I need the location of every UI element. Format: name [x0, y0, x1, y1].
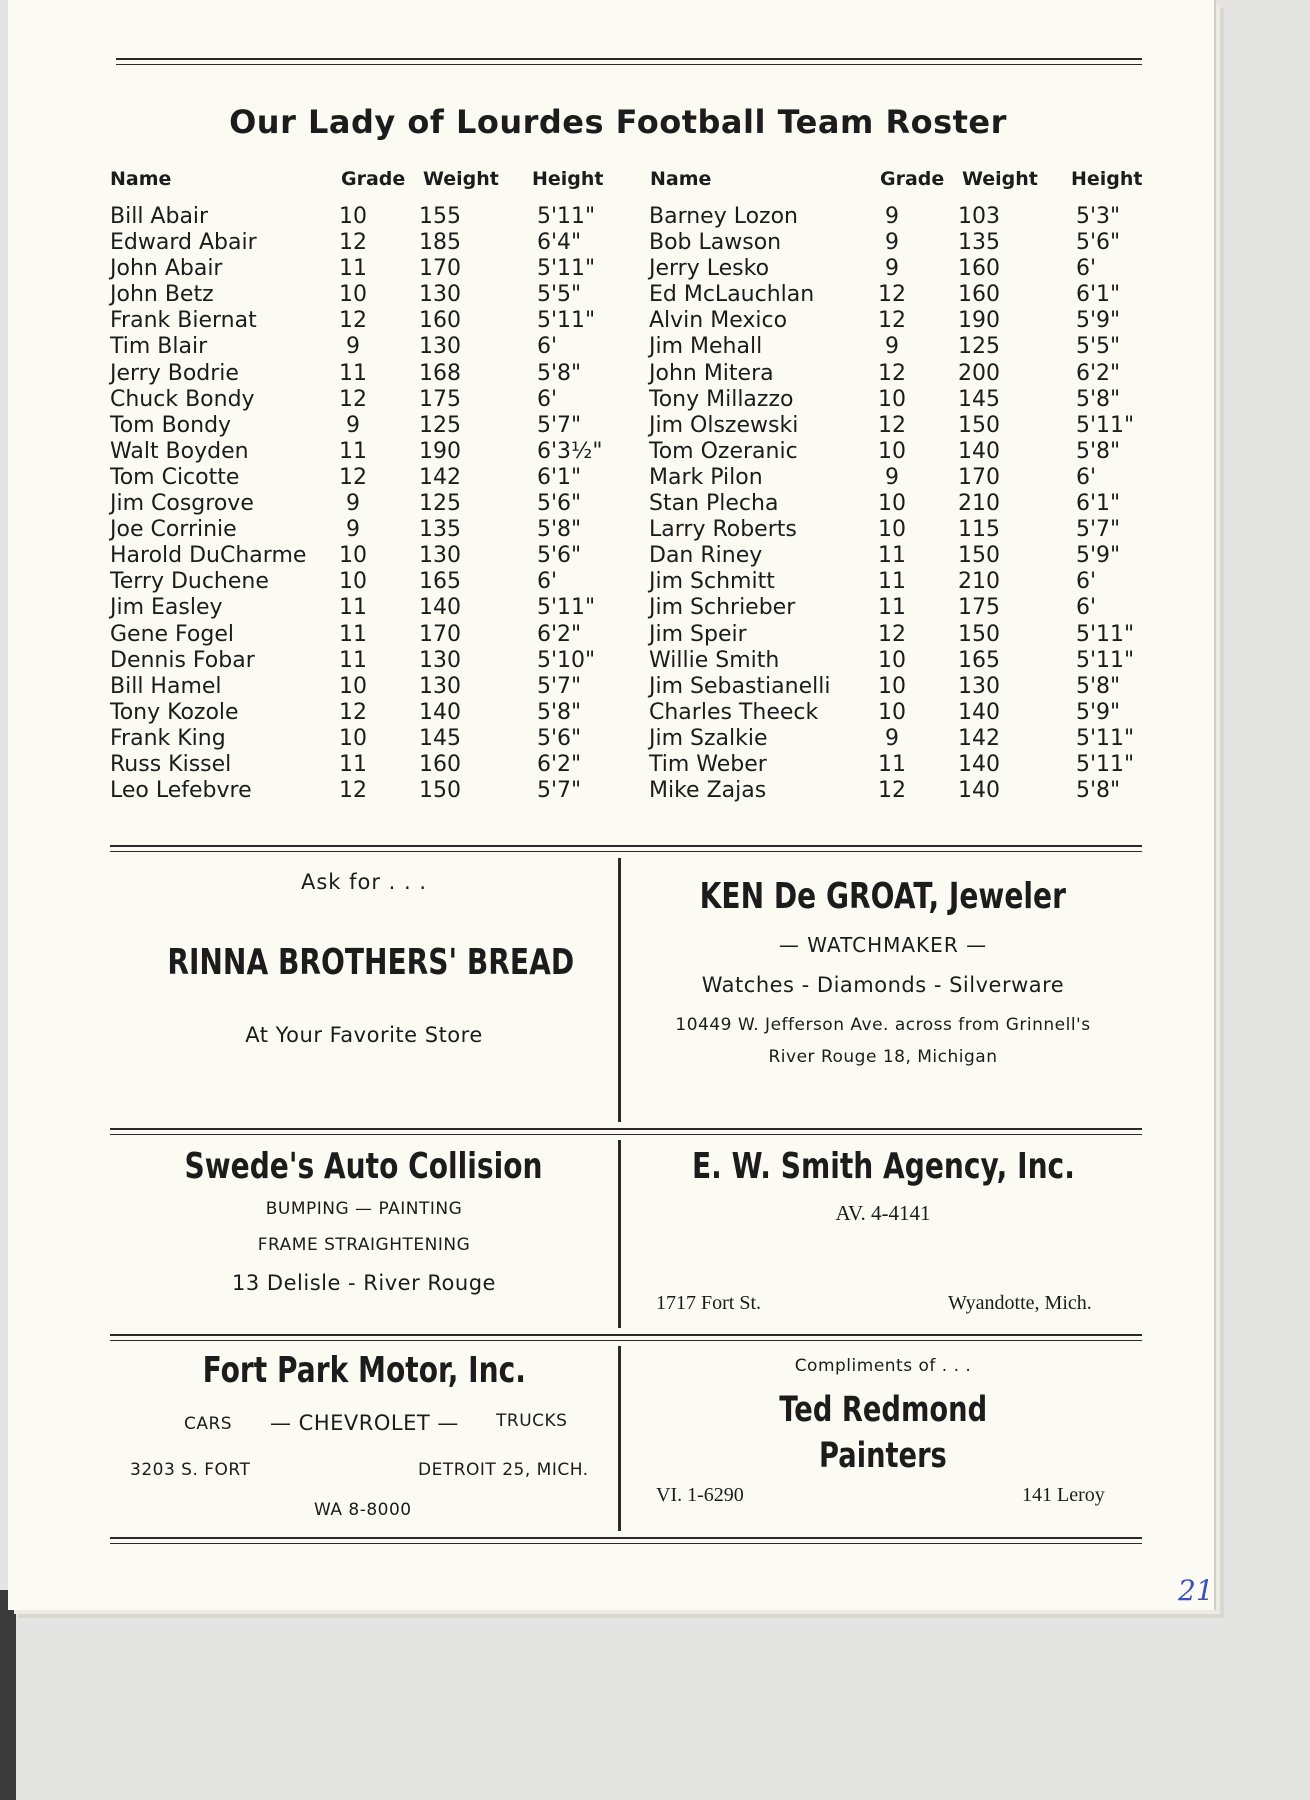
- degroat-address: 10449 W. Jefferson Ave. across from Grinnell's: [675, 1015, 1091, 1035]
- player-grade: 12: [878, 412, 906, 438]
- player-height: 5'11": [537, 595, 596, 621]
- player-height: 5'11": [537, 204, 596, 229]
- roster-row: [110, 726, 610, 752]
- player-name: Frank Biernat: [110, 308, 257, 334]
- roster-row: [110, 700, 610, 726]
- player-grade: 12: [339, 778, 367, 804]
- player-grade: 12: [339, 386, 367, 412]
- player-weight: 103: [958, 204, 1000, 229]
- player-height: 5'7": [1076, 517, 1121, 543]
- roster-row: [110, 778, 610, 804]
- ad-divider-1: [618, 858, 621, 1122]
- player-name: Terry Duchene: [110, 569, 269, 595]
- swede-name: Swede's Auto Collision: [184, 1146, 544, 1187]
- ad-degroat: [624, 876, 1142, 1067]
- player-weight: 155: [419, 204, 461, 229]
- player-height: 5'8": [537, 699, 582, 725]
- player-name: Tim Blair: [110, 334, 208, 360]
- player-height: 6'2": [537, 751, 582, 777]
- player-name: Tim Weber: [649, 751, 767, 777]
- player-weight: 150: [958, 621, 1000, 647]
- roster-row: [110, 413, 610, 439]
- swede-address: 13 Delisle - River Rouge: [232, 1271, 496, 1295]
- player-name: Jerry Bodrie: [110, 360, 239, 386]
- player-name: Jim Sebastianelli: [649, 673, 831, 699]
- player-height: 5'11": [1076, 621, 1135, 647]
- player-grade: 10: [339, 725, 367, 751]
- swede-bumping: BUMPING — PAINTING: [265, 1199, 463, 1219]
- player-name: Leo Lefebvre: [110, 778, 252, 804]
- player-grade: 10: [878, 647, 906, 673]
- roster-row: [110, 282, 610, 308]
- roster-row: [110, 387, 610, 413]
- roster-row: [649, 517, 1149, 543]
- player-name: Charles Theeck: [649, 699, 819, 725]
- ad-rule-2: [110, 1128, 1142, 1135]
- roster-row: [110, 752, 610, 778]
- player-name: Jim Speir: [649, 621, 747, 647]
- player-name: Tom Bondy: [110, 412, 232, 438]
- player-grade: 9: [885, 256, 899, 282]
- player-grade: 12: [339, 464, 367, 490]
- roster-row: [110, 595, 610, 621]
- player-name: Jim Schrieber: [649, 595, 796, 621]
- roster-row: [110, 491, 610, 517]
- player-name: Jim Olszewski: [649, 412, 799, 438]
- header-grade-right: Grade: [880, 168, 945, 190]
- player-height: 5'11": [537, 256, 596, 282]
- roster-row: [649, 752, 1149, 778]
- player-weight: 160: [958, 256, 1000, 282]
- player-height: 6'2": [1076, 360, 1121, 386]
- player-name: Tom Ozeranic: [649, 438, 798, 464]
- player-weight: 160: [958, 282, 1000, 308]
- roster-row: [110, 674, 610, 700]
- ad-swede: [110, 1146, 618, 1295]
- player-weight: 135: [958, 230, 1000, 256]
- ad-rule-3: [110, 1334, 1142, 1341]
- roster-row: [110, 204, 610, 230]
- player-weight: 135: [419, 517, 461, 543]
- ad-smith: [624, 1146, 1142, 1226]
- player-name: Bill Abair: [110, 204, 209, 229]
- player-grade: 12: [878, 621, 906, 647]
- player-height: 5'8": [1076, 438, 1121, 464]
- player-grade: 11: [339, 595, 367, 621]
- fortpark-cars: CARS: [184, 1414, 233, 1434]
- roster-row: [649, 726, 1149, 752]
- player-grade: 10: [339, 204, 367, 229]
- player-weight: 168: [419, 360, 461, 386]
- player-weight: 130: [419, 543, 461, 569]
- fortpark-address: 3203 S. FORT: [130, 1460, 251, 1480]
- player-grade: 10: [878, 673, 906, 699]
- player-name: Barney Lozon: [649, 204, 799, 229]
- player-name: Gene Fogel: [110, 621, 234, 647]
- player-weight: 125: [958, 334, 1000, 360]
- player-height: 6'4": [537, 230, 582, 256]
- player-weight: 150: [958, 412, 1000, 438]
- player-weight: 170: [958, 464, 1000, 490]
- player-name: John Abair: [110, 256, 223, 282]
- header-grade-left: Grade: [341, 168, 406, 190]
- ad-rinna: [110, 870, 618, 1047]
- rinna-tagline: At Your Favorite Store: [245, 1023, 483, 1047]
- player-height: 6': [537, 334, 558, 360]
- player-name: Frank King: [110, 725, 226, 751]
- player-grade: 12: [878, 778, 906, 804]
- player-weight: 130: [419, 647, 461, 673]
- rinna-ask-for: Ask for . . .: [300, 870, 428, 894]
- player-height: 5'9": [1076, 699, 1121, 725]
- player-height: 6'1": [1076, 282, 1121, 308]
- player-grade: 11: [339, 621, 367, 647]
- roster-row: [110, 465, 610, 491]
- bottom-rule: [110, 1537, 1142, 1544]
- roster-row: [649, 543, 1149, 569]
- player-weight: 150: [958, 543, 1000, 569]
- smith-phone: AV. 4-4141: [835, 1201, 931, 1225]
- page-number: 21: [1178, 1574, 1214, 1607]
- top-rule: [116, 58, 1142, 65]
- player-height: 6': [1076, 595, 1097, 621]
- player-grade: 10: [339, 673, 367, 699]
- roster-row: [649, 622, 1149, 648]
- player-weight: 145: [419, 725, 461, 751]
- player-height: 6'3½": [537, 438, 603, 464]
- header-weight-right: Weight: [962, 168, 1038, 190]
- roster-row: [649, 674, 1149, 700]
- player-name: Jim Schmitt: [649, 569, 775, 595]
- degroat-name: KEN De GROAT, Jeweler: [699, 876, 1067, 917]
- player-height: 5'8": [537, 517, 582, 543]
- player-weight: 130: [419, 334, 461, 360]
- player-height: 5'5": [537, 282, 582, 308]
- player-name: Mike Zajas: [649, 778, 767, 804]
- player-grade: 9: [346, 334, 360, 360]
- player-height: 6': [1076, 464, 1097, 490]
- player-name: Stan Plecha: [649, 491, 779, 517]
- player-height: 5'8": [537, 360, 582, 386]
- player-height: 5'11": [1076, 725, 1135, 751]
- player-name: Walt Boyden: [110, 438, 249, 464]
- player-height: 6'1": [1076, 491, 1121, 517]
- player-height: 5'8": [1076, 673, 1121, 699]
- roster-row: [110, 230, 610, 256]
- degroat-watchmaker: — WATCHMAKER —: [778, 933, 988, 957]
- player-name: Jim Mehall: [649, 334, 763, 360]
- fortpark-name: Fort Park Motor, Inc.: [202, 1350, 526, 1391]
- roster-row: [649, 465, 1149, 491]
- player-weight: 130: [419, 673, 461, 699]
- player-weight: 125: [419, 412, 461, 438]
- player-grade: 11: [339, 438, 367, 464]
- player-weight: 175: [958, 595, 1000, 621]
- player-height: 5'11": [1076, 412, 1135, 438]
- player-weight: 165: [958, 647, 1000, 673]
- player-weight: 140: [419, 595, 461, 621]
- player-weight: 140: [958, 751, 1000, 777]
- player-weight: 140: [419, 699, 461, 725]
- player-height: 5'7": [537, 412, 582, 438]
- roster-row: [110, 648, 610, 674]
- roster-row: [649, 387, 1149, 413]
- player-weight: 150: [419, 778, 461, 804]
- header-height-right: Height: [1071, 168, 1143, 190]
- roster-row: [649, 595, 1149, 621]
- player-name: John Mitera: [649, 360, 774, 386]
- roster-row: [110, 334, 610, 360]
- roster-row: [649, 778, 1149, 804]
- roster-title: Our Lady of Lourdes Football Team Roster: [229, 103, 1007, 141]
- rinna-name: RINNA BROTHERS' BREAD: [167, 942, 575, 983]
- player-grade: 10: [339, 282, 367, 308]
- roster-row: [110, 569, 610, 595]
- player-name: Jerry Lesko: [649, 256, 770, 282]
- player-height: 5'11": [1076, 647, 1135, 673]
- player-weight: 125: [419, 491, 461, 517]
- player-weight: 130: [958, 673, 1000, 699]
- player-grade: 11: [878, 569, 906, 595]
- player-grade: 12: [878, 282, 906, 308]
- player-height: 5'9": [1076, 308, 1121, 334]
- player-height: 5'8": [1076, 778, 1121, 804]
- player-name: Russ Kissel: [110, 751, 232, 777]
- roster-row: [110, 543, 610, 569]
- swede-frame: FRAME STRAIGHTENING: [257, 1235, 471, 1255]
- player-height: 5'11": [1076, 751, 1135, 777]
- player-name: Dennis Fobar: [110, 647, 255, 673]
- roster-row: [649, 334, 1149, 360]
- fortpark-city: DETROIT 25, MICH.: [418, 1460, 589, 1480]
- roster-row: [110, 439, 610, 465]
- player-name: Tom Cicotte: [110, 464, 240, 490]
- player-weight: 140: [958, 438, 1000, 464]
- roster-row: [649, 361, 1149, 387]
- player-weight: 140: [958, 778, 1000, 804]
- redmond-compliments: Compliments of . . .: [794, 1356, 972, 1376]
- roster-row: [649, 256, 1149, 282]
- player-height: 5'3": [1076, 204, 1121, 229]
- player-grade: 9: [885, 464, 899, 490]
- player-height: 5'5": [1076, 334, 1121, 360]
- player-height: 5'6": [537, 543, 582, 569]
- player-height: 5'10": [537, 647, 596, 673]
- player-grade: 12: [878, 308, 906, 334]
- player-grade: 10: [339, 569, 367, 595]
- player-name: Tony Kozole: [110, 699, 239, 725]
- player-grade: 11: [878, 751, 906, 777]
- player-height: 6': [537, 386, 558, 412]
- fortpark-trucks: TRUCKS: [496, 1411, 568, 1431]
- player-weight: 200: [958, 360, 1000, 386]
- program-page: [8, 0, 1214, 1610]
- roster-row: [110, 361, 610, 387]
- player-grade: 10: [878, 386, 906, 412]
- player-height: 5'8": [1076, 386, 1121, 412]
- player-grade: 9: [885, 230, 899, 256]
- player-grade: 11: [878, 543, 906, 569]
- player-name: Larry Roberts: [649, 517, 797, 543]
- player-name: Chuck Bondy: [110, 386, 255, 412]
- redmond-painters: Painters: [819, 1436, 947, 1476]
- degroat-city: River Rouge 18, Michigan: [768, 1047, 998, 1067]
- roster-row: [649, 569, 1149, 595]
- player-name: John Betz: [110, 282, 214, 308]
- player-grade: 11: [339, 647, 367, 673]
- ad-rule-1: [110, 845, 1142, 852]
- player-height: 6'1": [537, 464, 582, 490]
- player-grade: 10: [878, 491, 906, 517]
- roster-row: [649, 282, 1149, 308]
- player-height: 6': [537, 569, 558, 595]
- player-grade: 10: [878, 517, 906, 543]
- player-grade: 10: [878, 699, 906, 725]
- roster-row: [649, 439, 1149, 465]
- player-name: Edward Abair: [110, 230, 257, 256]
- smith-city: Wyandotte, Mich.: [948, 1292, 1092, 1314]
- player-weight: 165: [419, 569, 461, 595]
- player-height: 5'7": [537, 778, 582, 804]
- ad-divider-3: [618, 1346, 621, 1531]
- player-grade: 10: [339, 543, 367, 569]
- roster-table-right: [649, 204, 1149, 804]
- header-name-left: Name: [110, 168, 172, 190]
- redmond-phone: VI. 1-6290: [656, 1484, 744, 1506]
- fortpark-phone: WA 8-8000: [314, 1500, 412, 1520]
- player-weight: 190: [958, 308, 1000, 334]
- roster-row: [649, 308, 1149, 334]
- roster-row: [649, 648, 1149, 674]
- roster-row: [110, 308, 610, 334]
- player-grade: 9: [885, 725, 899, 751]
- header-height-left: Height: [532, 168, 604, 190]
- roster-table-left: [110, 204, 610, 804]
- player-name: Tony Millazzo: [649, 386, 794, 412]
- player-name: Mark Pilon: [649, 464, 763, 490]
- roster-row: [649, 413, 1149, 439]
- roster-row: [649, 700, 1149, 726]
- player-grade: 9: [885, 204, 899, 229]
- redmond-name: Ted Redmond: [779, 1390, 987, 1430]
- player-grade: 11: [339, 256, 367, 282]
- player-grade: 9: [346, 491, 360, 517]
- roster-row: [110, 517, 610, 543]
- roster-row: [110, 256, 610, 282]
- player-weight: 210: [958, 491, 1000, 517]
- player-weight: 160: [419, 308, 461, 334]
- player-weight: 185: [419, 230, 461, 256]
- player-weight: 142: [958, 725, 1000, 751]
- player-weight: 170: [419, 256, 461, 282]
- binding-shadow: [0, 1590, 16, 1800]
- player-grade: 9: [346, 412, 360, 438]
- player-grade: 12: [339, 699, 367, 725]
- player-name: Jim Cosgrove: [110, 491, 254, 517]
- player-name: Joe Corrinie: [110, 517, 237, 543]
- ad-divider-2: [618, 1140, 621, 1328]
- player-grade: 11: [878, 595, 906, 621]
- player-weight: 145: [958, 386, 1000, 412]
- player-height: 5'6": [537, 491, 582, 517]
- player-weight: 175: [419, 386, 461, 412]
- player-grade: 12: [339, 308, 367, 334]
- player-grade: 9: [346, 517, 360, 543]
- player-weight: 210: [958, 569, 1000, 595]
- player-height: 5'6": [537, 725, 582, 751]
- player-height: 5'6": [1076, 230, 1121, 256]
- player-name: Alvin Mexico: [649, 308, 788, 334]
- player-name: Jim Szalkie: [649, 725, 768, 751]
- player-weight: 130: [419, 282, 461, 308]
- player-name: Jim Easley: [110, 595, 223, 621]
- player-weight: 140: [958, 699, 1000, 725]
- player-height: 5'9": [1076, 543, 1121, 569]
- player-name: Bill Hamel: [110, 673, 222, 699]
- player-name: Dan Riney: [649, 543, 763, 569]
- player-weight: 160: [419, 751, 461, 777]
- player-name: Harold DuCharme: [110, 543, 307, 569]
- roster-row: [649, 491, 1149, 517]
- ad-fortpark: [110, 1350, 618, 1391]
- player-weight: 170: [419, 621, 461, 647]
- degroat-goods: Watches - Diamonds - Silverware: [701, 973, 1065, 997]
- player-weight: 190: [419, 438, 461, 464]
- smith-address: 1717 Fort St.: [656, 1292, 762, 1314]
- player-height: 6': [1076, 569, 1097, 595]
- roster-row: [649, 230, 1149, 256]
- header-weight-left: Weight: [423, 168, 499, 190]
- player-grade: 12: [878, 360, 906, 386]
- player-grade: 9: [885, 334, 899, 360]
- player-name: Ed McLauchlan: [649, 282, 815, 308]
- player-grade: 11: [339, 751, 367, 777]
- player-weight: 115: [958, 517, 1000, 543]
- header-name-right: Name: [650, 168, 712, 190]
- player-grade: 10: [878, 438, 906, 464]
- player-weight: 142: [419, 464, 461, 490]
- redmond-address: 141 Leroy: [1022, 1484, 1105, 1506]
- roster-row: [649, 204, 1149, 230]
- smith-name: E. W. Smith Agency, Inc.: [691, 1146, 1075, 1187]
- player-grade: 11: [339, 360, 367, 386]
- player-name: Willie Smith: [649, 647, 780, 673]
- player-height: 6': [1076, 256, 1097, 282]
- player-height: 5'7": [537, 673, 582, 699]
- player-height: 6'2": [537, 621, 582, 647]
- roster-row: [110, 622, 610, 648]
- fortpark-chevrolet: — CHEVROLET —: [270, 1411, 459, 1435]
- player-grade: 12: [339, 230, 367, 256]
- ad-redmond: [624, 1356, 1142, 1482]
- player-height: 5'11": [537, 308, 596, 334]
- player-name: Bob Lawson: [649, 230, 782, 256]
